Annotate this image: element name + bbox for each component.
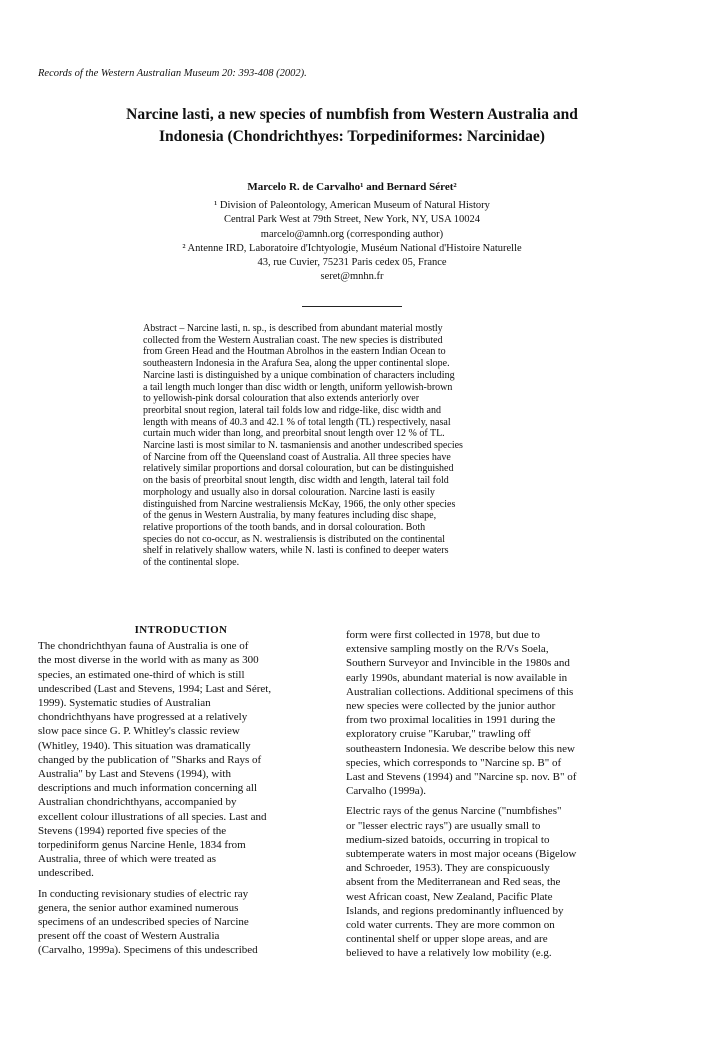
intro-line: subtemperate waters in most major oceans (Bigelow	[346, 848, 577, 861]
abstract-line: on the basis of preorbital snout length, disc width and length, lateral tail fold	[143, 475, 449, 487]
affiliation-line: seret@mnhn.fr	[320, 271, 384, 283]
section-heading: INTRODUCTION	[134, 624, 228, 636]
intro-line: undescribed.	[38, 867, 94, 880]
intro-line: undescribed (Last and Stevens, 1994; Last and Séret,	[38, 682, 272, 695]
intro-line: the most diverse in the world with as many as 300	[38, 654, 259, 667]
right-column	[346, 628, 632, 961]
abstract-line: Narcine lasti is distinguished by a unique combination of characters including	[143, 369, 455, 381]
title-line: Indonesia (Chondrichthyes: Torpediniformes: Narcinidae)	[159, 128, 545, 145]
abstract-line: length with means of 40.3 and 42.1 % of total length (TL) respectively, nasal	[143, 416, 451, 428]
intro-line: chondrichthyans have progressed at a relatively	[38, 711, 248, 724]
intro-line: (Whitley, 1940). This situation was dramatically	[38, 739, 251, 752]
intro-line: present off the coast of Western Australia	[38, 930, 220, 943]
abstract-line: distinguished from Narcine westraliensis McKay, 1966, the only other species	[143, 498, 456, 510]
intro-line: Last and Stevens (1994) and "Narcine sp. nov. B" of	[346, 771, 577, 784]
abstract-line: shelf in relatively shallow waters, while N. lasti is confined to deeper waters	[143, 545, 449, 557]
intro-line: extensive sampling mostly on the R/Vs Soela,	[346, 643, 549, 656]
intro-line: Carvalho (1999a).	[346, 785, 427, 798]
abstract-line: southeastern Indonesia in the Arafura Sea, along the upper continental slope.	[143, 358, 450, 370]
abstract-line: of the genus in Western Australia, by many features including disc shape,	[143, 510, 437, 522]
abstract-line: species do not co-occur, as N. westraliensis is distributed on the continental	[143, 533, 446, 545]
author-list: Marcelo R. de Carvalho¹ and Bernard Séret²	[247, 181, 457, 193]
intro-line: Southern Surveyor and Invincible in the 1980s and	[346, 657, 570, 670]
abstract-line: curtain much wider than long, and preorbital snout length over 12 % of TL.	[143, 428, 445, 440]
intro-line: slow pace since G. P. Whitley's classic review	[38, 725, 240, 738]
abstract-line: from Green Head and the Houtman Abrolhos in the eastern Indian Ocean to	[143, 346, 446, 358]
intro-line: from two proximal localities in 1991 during the	[346, 714, 556, 727]
intro-line: species, which corresponds to "Narcine sp. B" of	[346, 756, 562, 769]
intro-line: descriptions and much information concerning all	[38, 782, 258, 795]
intro-line: torpediniform genus Narcine Henle, 1834 from	[38, 839, 246, 852]
article-title	[60, 104, 644, 148]
intro-line: southeastern Indonesia. We describe below this new	[346, 742, 575, 755]
affiliation-line: marcelo@amnh.org (corresponding author)	[260, 228, 444, 240]
intro-line: believed to have a relatively low mobility (e.g.	[346, 947, 552, 960]
intro-line: early 1990s, abundant material is now available in	[346, 671, 568, 684]
intro-line: west African coast, New Zealand, Pacific Plate	[346, 890, 553, 903]
intro-line: Australia" by Last and Stevens (1994), with	[38, 768, 231, 781]
abstract-line: of the continental slope.	[143, 557, 240, 569]
intro-line: (Carvalho, 1999a). Specimens of this undescribed	[38, 944, 258, 957]
abstract-line: a tail length much longer than disc width or length, uniform yellowish-brown	[143, 381, 453, 393]
intro-line: continental shelf or upper slope areas, and are	[346, 933, 548, 946]
intro-line: specimens of an undescribed species of Narcine	[38, 916, 249, 929]
abstract-line: morphology and usually also in dorsal colouration. Narcine lasti is easily	[143, 486, 435, 498]
affiliation-line: Central Park West at 79th Street, New York, NY, USA 10024	[223, 214, 480, 226]
affiliations	[0, 199, 704, 285]
intro-line: medium-sized batoids, occurring in tropical to	[346, 833, 550, 846]
intro-line: Australia, three of which were treated as	[38, 853, 217, 866]
affiliation-line: ² Antenne IRD, Laboratoire d'Ichtyologie, Muséum National d'Histoire Naturelle	[182, 242, 522, 254]
left-column	[38, 623, 324, 958]
abstract-line: of Narcine from off the Queensland coast of Australia. All three species have	[143, 451, 451, 463]
abstract-line: relative proportions of the tooth bands, and in dorsal colouration. Both	[143, 521, 426, 533]
intro-line: Australian chondrichthyans, accompanied by	[38, 796, 237, 809]
intro-line: 1999). Systematic studies of Australian	[38, 697, 211, 710]
intro-line: excellent colour illustrations of all species. Last and	[38, 810, 267, 823]
intro-line: species, an estimated one-third of which is still	[38, 668, 245, 681]
affiliation-line: ¹ Division of Paleontology, American Museum of Natural History	[214, 200, 490, 211]
abstract	[143, 323, 561, 569]
intro-line: The chondrichthyan fauna of Australia is one of	[38, 640, 249, 653]
intro-line: In conducting revisionary studies of electric ray	[38, 887, 249, 900]
intro-line: absent from the Mediterranean and Red seas, the	[346, 876, 561, 889]
intro-line: and Schroeder, 1953). They are conspicuously	[346, 862, 550, 875]
abstract-line: collected from the Western Australian coast. The new species is distributed	[143, 334, 443, 346]
abstract-line: to yellowish-pink dorsal colouration that also extends anteriorly over	[143, 393, 420, 405]
intro-line: Australian collections. Additional specimens of this	[346, 685, 574, 698]
abstract-line: Abstract – Narcine lasti, n. sp., is described from abundant material mostly	[143, 323, 443, 334]
running-header: Records of the Western Australian Museum 20: 393-408 (2002).	[38, 68, 307, 79]
abstract-line: Narcine lasti is most similar to N. tasmaniensis and another undescribed species	[143, 440, 463, 452]
intro-line: form were first collected in 1978, but due to	[346, 629, 540, 641]
intro-line: genera, the senior author examined numerous	[38, 901, 239, 914]
intro-line: cold water currents. They are more common on	[346, 919, 555, 932]
intro-line: Electric rays of the genus Narcine ("numbfishes"	[346, 805, 562, 818]
intro-line: Stevens (1994) reported five species of the	[38, 824, 227, 837]
affiliation-line: 43, rue Cuvier, 75231 Paris cedex 05, France	[257, 257, 447, 269]
separator-rule	[302, 306, 402, 307]
intro-line: new species were collected by the junior author	[346, 700, 556, 713]
intro-line: exploratory cruise "Karubar," trawling off	[346, 728, 531, 741]
intro-line: or "lesser electric rays") are usually small to	[346, 819, 541, 832]
abstract-line: preorbital snout region, lateral tail folds low and ridge-like, disc width and	[143, 404, 441, 416]
title-line: Narcine lasti, a new species of numbfish from Western Australia and	[126, 106, 578, 123]
intro-line: changed by the publication of "Sharks and Rays of	[38, 753, 262, 766]
intro-line: Islands, and regions predominantly influenced by	[346, 904, 564, 917]
abstract-line: relatively similar proportions and dorsal colouration, but can be distinguished	[143, 463, 454, 475]
